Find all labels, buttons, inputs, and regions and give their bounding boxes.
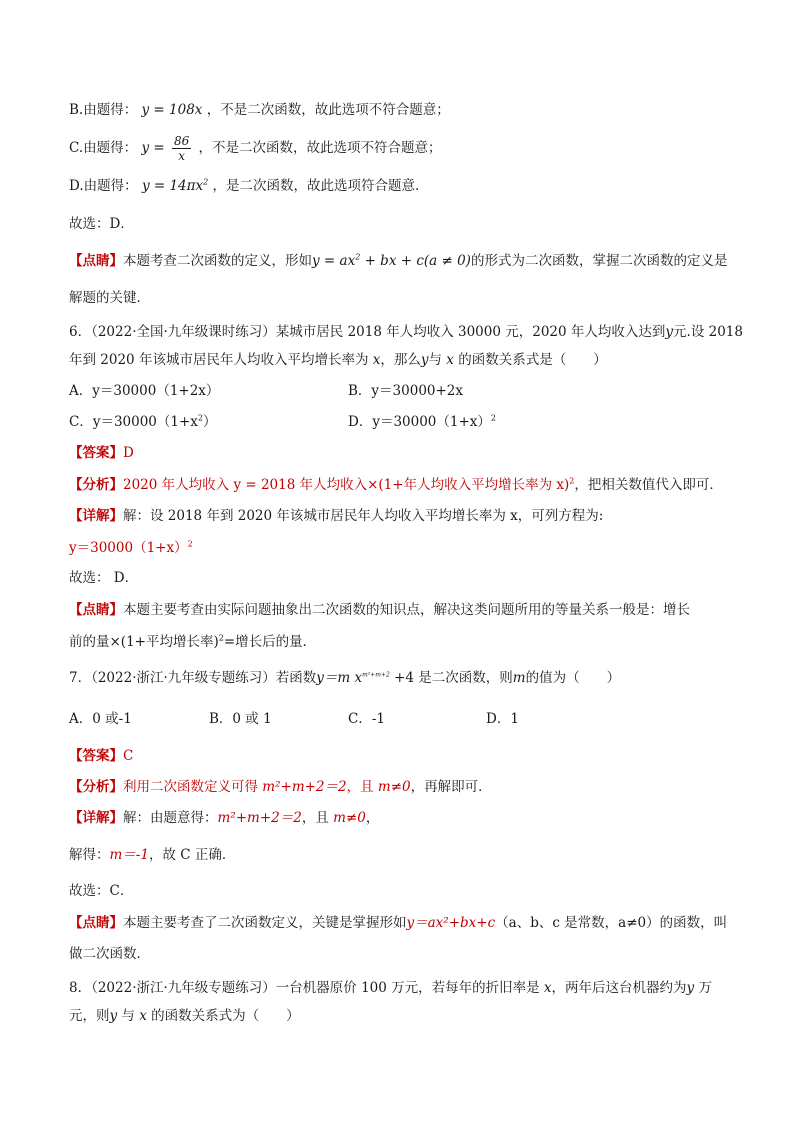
option-d-label: D.由题得：	[69, 178, 138, 194]
q7-option-d: D．1	[486, 711, 519, 727]
question-7-line1: 7．（2022·浙江·九年级专题练习）若函数y＝m $x^{m^2+m+2} +4$ 是二次函数，则m的值为（ ）	[69, 670, 621, 686]
question-6-line1: 6．（2022·全国·九年级课时练习）某城市居民 2018 年人均收入 30000 元，2020 年人均收入达到y元.设 2018	[69, 324, 743, 340]
option-c-text: ，不是二次函数，故此选项不符合题意；	[198, 140, 442, 156]
q7-analysis: 【分析】利用二次函数定义可得 m²+m+2＝2，且 m≠0，再解即可．	[69, 779, 492, 795]
q7-option-a: A．0 或-1	[69, 711, 132, 727]
option-b-equation: y = 108x	[141, 102, 203, 118]
q7-comment-line1: 【点睛】本题主要考查了二次函数定义，关键是掌握形如y＝ax²+bx+c（a、b、c 是常数，a≠0）的函数，叫	[69, 915, 728, 931]
q6-comment-line2: 前的量×(1+平均增长率)$^2$=增长后的量．	[69, 633, 317, 650]
q7-detail: 【详解】解：由题意得：m²+m+2＝2，且 m≠0，	[69, 810, 380, 826]
solution-option-d	[69, 176, 419, 196]
comment-text: 本题考查二次函数的定义，形如	[123, 253, 312, 269]
choose-answer-5: 故选：D．	[69, 216, 134, 232]
fraction-numerator: 86	[173, 134, 190, 148]
comment-text-2: 的形式为二次函数，掌握二次函数的定义是	[470, 253, 728, 269]
question-8-line1: 8．（2022·浙江·九年级专题练习）一台机器原价 100 万元，若每年的折旧率是 x，两年后这台机器约为y 万	[69, 980, 712, 996]
option-c-label: C.由题得：	[69, 140, 138, 156]
q7-solve: 解得：m＝-1，故 C 正确．	[69, 847, 236, 863]
quadratic-formula: $y = ax^2$ + bx + c(a ≠ 0)	[312, 252, 471, 269]
q7-option-c: C．-1	[348, 711, 385, 727]
question-8-line2: 元，则y 与 x 的函数关系式为（ ）	[69, 1008, 300, 1024]
q6-detail: 【详解】解：设 2018 年到 2020 年该城市居民年人均收入平均增长率为 x，可列方程为:	[69, 508, 604, 524]
q7-answer: 【答案】C	[69, 748, 134, 764]
option-d-text: ，是二次函数，故此选项符合题意.	[212, 178, 420, 194]
comment-tag: 【点睛】	[69, 253, 123, 269]
q6-answer: 【答案】D	[69, 445, 134, 461]
q6-option-c: C．$y=30000(1+x^2)$	[69, 413, 217, 430]
option-c-lhs: y =	[141, 140, 165, 156]
option-b-text: ，不是二次函数，故此选项不符合题意；	[206, 102, 450, 118]
q7-option-b: B．0 或 1	[209, 711, 272, 727]
q6-analysis: 【分析】2020 年人均收入 y = 2018 年人均收入×(1+年人均收入平均增长率为 x)$^2$，把相关数值代入即可．	[69, 476, 723, 493]
option-c-fraction	[172, 134, 191, 163]
fraction-denominator: x	[178, 149, 185, 163]
q6-detail-equation: $y=30000(1+x)^2$	[69, 539, 193, 556]
q6-option-d: D．$y=30000(1+x)^2$	[348, 413, 497, 430]
option-d-equation: $y = 14\pi x^2$	[141, 177, 209, 194]
question-6-line2: 年到 2020 年该城市居民年人均收入平均增长率为 x，那么y与 x 的函数关系式是（ ）	[69, 352, 607, 368]
solution-option-c	[69, 134, 442, 163]
comment-5-line1	[69, 251, 727, 271]
q6-choose: 故选： D．	[69, 570, 139, 586]
q6-option-b: B．y＝30000+2x	[348, 383, 464, 399]
q6-comment-line1: 【点睛】本题主要考查由实际问题抽象出二次函数的知识点，解决这类问题所用的等量关系一般是：增长	[69, 602, 690, 618]
option-b-label: B.由题得：	[69, 102, 138, 118]
comment-5-line2: 解题的关键．	[69, 290, 150, 306]
q6-option-a: A．y＝30000（1+2x）	[69, 383, 220, 399]
q7-comment-line2: 做二次函数．	[69, 946, 150, 962]
q7-choose: 故选：C．	[69, 883, 134, 899]
solution-option-b	[69, 100, 450, 120]
